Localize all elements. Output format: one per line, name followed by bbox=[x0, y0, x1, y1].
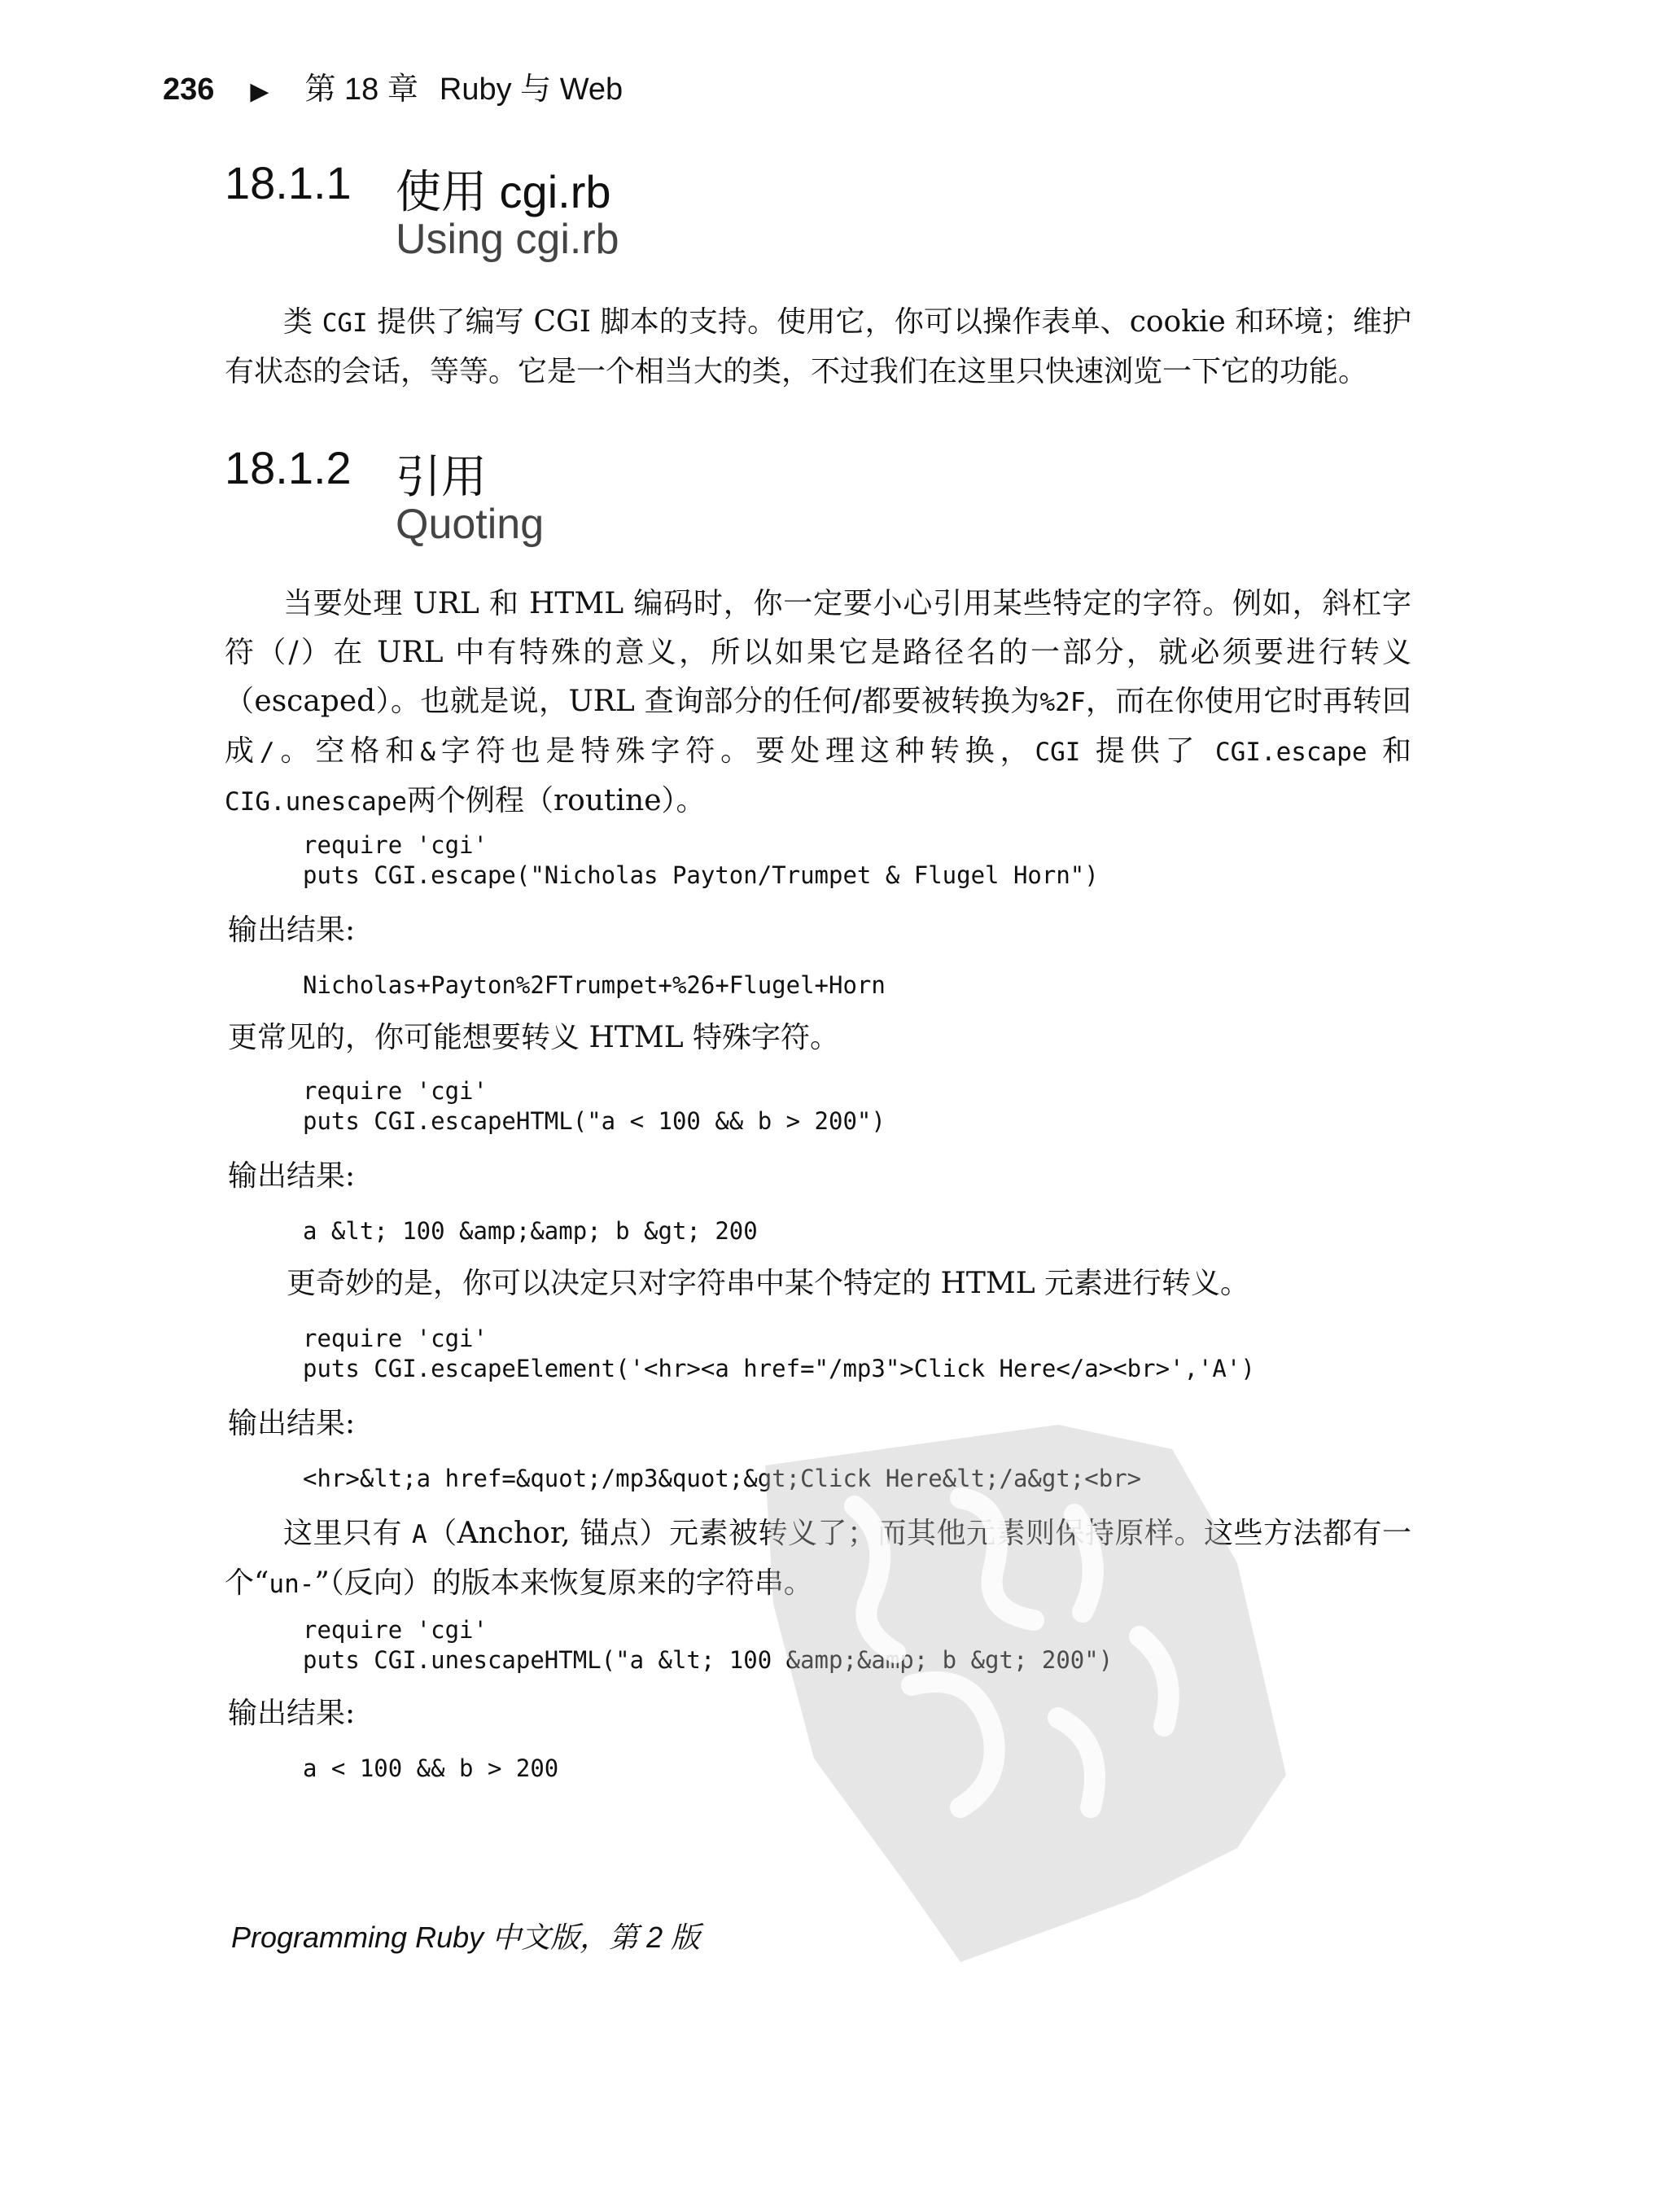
page-number: 236 bbox=[163, 72, 215, 107]
text-run: 和 bbox=[1367, 734, 1411, 768]
inline-code: CGI bbox=[322, 309, 368, 338]
code-block-escape: require 'cgi' puts CGI.escape("Nicholas Payton/Trumpet & Flugel Horn") bbox=[303, 831, 1099, 889]
triangle-marker-icon: ▶ bbox=[250, 78, 269, 105]
inline-code: CIG.unescape bbox=[225, 787, 407, 817]
paragraph-escape-element: 更奇妙的是，你可以决定只对字符串中某个特定的 HTML 元素进行转义。 bbox=[287, 1267, 1250, 1300]
text-run: 提供了 bbox=[1080, 734, 1215, 768]
text-run: 两个例程（routine）。 bbox=[406, 784, 706, 817]
section-number: 18.1.1 bbox=[225, 157, 352, 208]
section-number: 18.1.2 bbox=[225, 442, 352, 493]
section-title-en: Quoting bbox=[396, 501, 545, 548]
inline-code: / bbox=[259, 738, 275, 767]
paragraph-cgi-intro bbox=[225, 298, 1411, 396]
running-header bbox=[163, 64, 623, 108]
output-label: 输出结果: bbox=[228, 1159, 356, 1193]
inline-code: %2F bbox=[1039, 688, 1086, 717]
code-block-escape-element: require 'cgi' puts CGI.escapeElement('<hr><a href="/mp3">Click Here</a><br>','A') bbox=[303, 1325, 1255, 1382]
output-block-unescape-html: a < 100 && b > 200 bbox=[303, 1754, 559, 1782]
code-block-unescape-html: require 'cgi' puts CGI.unescapeHTML("a &lt; 100 &amp;&amp; b &gt; 200") bbox=[303, 1616, 1114, 1674]
inline-code: un- bbox=[269, 1570, 315, 1599]
text-run: 这里只有 bbox=[283, 1517, 412, 1550]
output-block-escape: Nicholas+Payton%2FTrumpet+%26+Flugel+Horn bbox=[303, 971, 886, 999]
chapter-label: 第 18 章 bbox=[304, 72, 418, 107]
section-title-zh: 引用 bbox=[396, 451, 487, 502]
paragraph-escape-html: 更常见的，你可能想要转义 HTML 特殊字符。 bbox=[228, 1021, 840, 1054]
output-label: 输出结果: bbox=[228, 1697, 356, 1730]
section-title-zh: 使用 cgi.rb bbox=[396, 166, 611, 217]
inline-code: & bbox=[420, 738, 435, 767]
output-block-escape-element: <hr>&lt;a href=&quot;/mp3&quot;&gt;Click Here&lt;/a&gt;<br> bbox=[303, 1465, 1142, 1492]
section-title-en: Using cgi.rb bbox=[396, 216, 619, 263]
chapter-title: Ruby 与 Web bbox=[439, 72, 623, 107]
text-run: 类 bbox=[283, 305, 313, 339]
text-run: ，而在你使用它时再转回成 bbox=[225, 685, 1411, 768]
text-run: 当要处理 URL 和 HTML 编码时，你一定要小心引用某些特定的字符。例如，斜杠字符（/）在 URL 中有特殊的意义，所以如果它是路径名的一部分，就必须要进行转义（escaped）。也就是说，URL 查询部分的任何/都要被转换为 bbox=[225, 587, 1411, 718]
text-run: 。空格和 bbox=[274, 734, 421, 768]
library-stamp-icon bbox=[716, 1392, 1302, 1995]
text-run: ”（反向）的版本来恢复原来的字符串。 bbox=[314, 1566, 813, 1600]
inline-code: CGI bbox=[1035, 738, 1081, 767]
code-block-escape-html: require 'cgi' puts CGI.escapeHTML("a < 100 && b > 200") bbox=[303, 1077, 886, 1135]
output-label: 输出结果: bbox=[228, 1407, 356, 1440]
text-run: 字符也是特殊字符。要处理这种转换， bbox=[435, 734, 1035, 768]
output-label: 输出结果: bbox=[228, 913, 356, 947]
inline-code: CGI.escape bbox=[1214, 738, 1367, 767]
text-run: （Anchor, 锚点）元素被转义了；而其他元素则保持原样。这些方法都有一个“ bbox=[225, 1517, 1411, 1600]
page-footer: Programming Ruby 中文版，第 2 版 bbox=[231, 1921, 701, 1954]
output-block-escape-html: a &lt; 100 &amp;&amp; b &gt; 200 bbox=[303, 1217, 758, 1245]
text-run: 提供了编写 CGI 脚本的支持。使用它，你可以操作表单、cookie 和环境；维护有状态的会话，等等。它是一个相当大的类，不过我们在这里只快速浏览一下它的功能。 bbox=[225, 305, 1411, 388]
inline-code: A bbox=[411, 1520, 427, 1549]
paragraph-quoting bbox=[225, 580, 1411, 826]
